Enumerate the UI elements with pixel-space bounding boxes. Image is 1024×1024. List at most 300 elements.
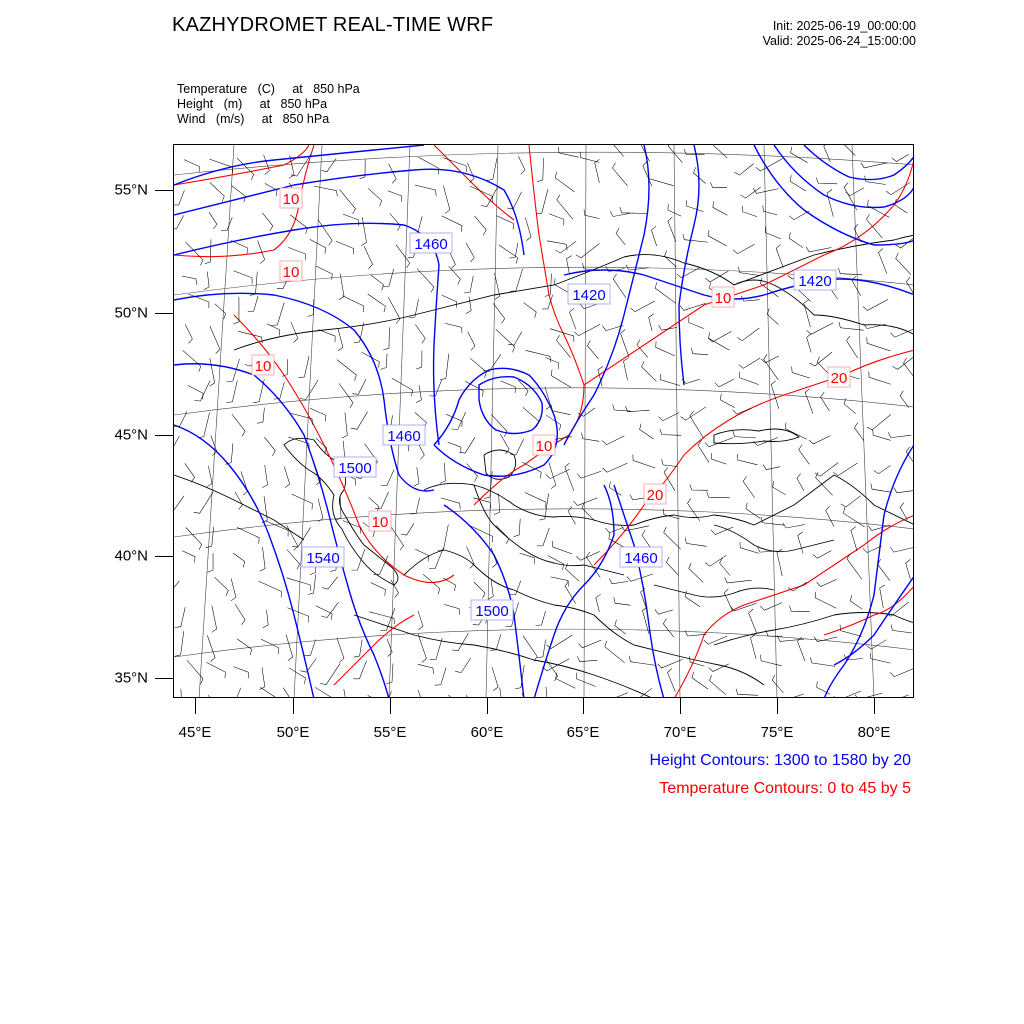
wind-barb: [789, 232, 803, 248]
wind-barb: [705, 271, 728, 282]
wind-barb: [847, 336, 858, 358]
wind-barb: [890, 547, 914, 552]
temp-label-10-east: [712, 287, 734, 307]
wind-barb: [900, 503, 907, 520]
wind-barb: [826, 506, 834, 527]
wind-barb: [733, 431, 756, 438]
wind-barb: [174, 216, 184, 230]
wind-barb: [417, 269, 434, 293]
wind-barb: [468, 332, 475, 351]
wind-barb: [257, 408, 264, 424]
wind-barb: [415, 185, 436, 196]
wind-barb: [509, 243, 518, 259]
wind-barb: [174, 581, 179, 595]
border-caucasus: [174, 475, 304, 540]
wind-barb: [633, 454, 656, 468]
wind-barb: [613, 404, 631, 411]
lat-tick: [155, 678, 173, 679]
wind-barb: [737, 328, 759, 341]
wind-barb: [582, 433, 600, 442]
wind-barb: [833, 463, 857, 476]
wind-barb: [381, 608, 396, 631]
wind-barb: [710, 145, 727, 158]
wind-barb: [524, 303, 537, 318]
wind-barb: [792, 367, 810, 379]
svg-text:10: 10: [254, 358, 272, 375]
wind-barb: [337, 638, 344, 663]
wind-barb: [368, 188, 382, 206]
wind-barb: [441, 498, 460, 509]
wind-barb: [557, 335, 571, 358]
wind-barb: [474, 582, 485, 599]
wind-barbs: [174, 145, 914, 698]
wind-barb: [237, 158, 254, 180]
wind-barb: [288, 247, 305, 260]
wind-barb: [351, 412, 367, 430]
wind-barb: [734, 164, 753, 176]
wind-barb: [648, 173, 673, 186]
wind-barb: [655, 609, 673, 614]
wind-barb: [720, 558, 731, 576]
grid-lon-line: [584, 145, 586, 698]
wind-barb: [666, 557, 678, 575]
wind-barb: [668, 145, 682, 163]
wind-barb: [501, 381, 516, 393]
wind-barb: [342, 296, 363, 312]
wind-barb: [570, 308, 576, 329]
temperature-contour: [474, 145, 584, 505]
grid-lat-line: [174, 629, 914, 657]
wind-barb: [815, 463, 838, 477]
wind-barb: [838, 268, 862, 275]
wind-barb: [508, 332, 522, 345]
wind-barb: [658, 659, 683, 668]
wind-barb: [543, 687, 548, 698]
height-contour: [754, 145, 914, 245]
wind-barb: [361, 217, 366, 245]
lon-tick: [583, 698, 584, 714]
lat-tick: [155, 313, 173, 314]
wind-barb: [174, 496, 184, 512]
wind-barb: [708, 331, 731, 342]
time-info: [763, 19, 916, 49]
chart-title: KAZHYDROMET REAL-TIME WRF: [172, 14, 494, 36]
wind-barb: [711, 453, 726, 464]
wind-barb: [660, 374, 680, 386]
wind-barb: [733, 244, 755, 253]
wind-barb: [322, 577, 338, 590]
wind-barb: [739, 358, 760, 368]
wind-barb: [335, 498, 341, 521]
field-descriptions: [177, 82, 360, 127]
lon-label-50e: 50°E: [276, 724, 310, 741]
wind-barb: [705, 438, 733, 447]
wind-barb: [629, 656, 656, 666]
wind-barb: [227, 380, 238, 402]
temperature-contour: [434, 145, 514, 220]
wind-barb: [368, 695, 388, 698]
wind-barb: [174, 436, 179, 448]
wind-barb: [466, 297, 471, 314]
wind-barb: [574, 498, 598, 506]
wind-barb: [321, 158, 336, 171]
wind-barb: [526, 350, 551, 362]
temperature-contour: [334, 615, 414, 685]
wind-barb: [418, 634, 426, 662]
graticule: [174, 145, 914, 698]
wind-barb: [577, 471, 601, 478]
wind-barb: [690, 411, 704, 438]
temp-label-10-nw: [280, 188, 302, 208]
temperature-contour: [824, 585, 914, 635]
wind-barb: [491, 414, 507, 436]
wind-barb: [596, 594, 601, 612]
wind-barb: [260, 667, 265, 689]
wind-barb: [445, 323, 462, 333]
wind-barb: [720, 394, 734, 408]
wind-barb: [708, 230, 727, 246]
wind-barb: [546, 415, 561, 430]
lon-tick: [293, 698, 294, 714]
wind-barb: [610, 211, 630, 216]
wind-barb: [621, 330, 630, 358]
wind-barb: [798, 532, 803, 554]
wind-barb: [221, 217, 232, 230]
wind-barb: [175, 631, 184, 656]
wind-barb: [710, 182, 727, 188]
wind-barb: [568, 507, 575, 525]
wind-barb: [616, 228, 625, 245]
wind-barb: [475, 216, 487, 235]
wind-barb: [466, 243, 474, 262]
wind-barb: [605, 641, 625, 663]
border-kyrgyzstan: [714, 525, 834, 552]
wind-barb: [537, 528, 549, 546]
wind-barb: [210, 183, 224, 202]
wind-barb: [788, 582, 807, 591]
wind-barb: [342, 413, 347, 439]
wind-barb: [740, 542, 759, 554]
wind-barb: [868, 525, 890, 531]
wind-barb: [338, 328, 343, 351]
wind-barb: [418, 664, 434, 674]
wind-barb: [228, 688, 240, 698]
svg-text:1420: 1420: [572, 287, 606, 304]
lat-label-45n: 45°N: [114, 426, 148, 444]
wind-barb: [549, 214, 564, 226]
weather-map: [174, 145, 914, 698]
wind-barb: [248, 296, 258, 312]
wind-barb: [466, 695, 477, 698]
temp-label-10-caspian: [369, 511, 391, 531]
height-label-1460-south: [620, 547, 662, 567]
wind-barb: [685, 538, 707, 547]
wind-barb: [609, 579, 628, 584]
wind-barb: [841, 496, 861, 507]
wind-barb: [375, 492, 389, 509]
wind-barb: [546, 358, 559, 370]
lon-tick: [390, 698, 391, 714]
wind-barb: [381, 353, 388, 369]
wind-barb: [210, 326, 220, 353]
wind-barb: [232, 414, 245, 436]
wind-barb: [233, 667, 248, 679]
wind-barb: [315, 687, 337, 698]
wind-barb: [705, 555, 727, 566]
wind-barb: [689, 563, 703, 582]
wind-barb: [624, 358, 629, 380]
wind-barb: [449, 695, 465, 698]
wind-barb: [587, 341, 598, 359]
wind-barb: [690, 484, 709, 490]
wind-barb: [810, 352, 832, 366]
wind-barb: [537, 158, 543, 182]
grid-lon-line: [674, 145, 680, 698]
wind-barb: [868, 200, 890, 218]
wind-barb: [742, 206, 757, 217]
wind-barb: [844, 507, 865, 527]
wind-barb: [188, 386, 203, 400]
wind-barb: [681, 407, 707, 420]
lon-label-75e: 75°E: [760, 724, 794, 741]
wind-barb: [292, 527, 311, 547]
wind-barb: [494, 493, 500, 514]
wind-barb: [595, 159, 600, 183]
wind-barb: [584, 209, 600, 218]
wind-barb: [389, 525, 403, 551]
height-label-1460-caspian: [383, 425, 425, 445]
wind-barb: [799, 445, 810, 465]
wind-barb: [419, 157, 439, 174]
wind-barb: [383, 269, 394, 287]
wind-barb: [514, 519, 521, 537]
wind-barb: [429, 380, 441, 396]
wind-barb: [371, 583, 386, 596]
wind-barb: [414, 467, 419, 486]
wind-barb: [863, 299, 888, 310]
wind-barb: [867, 640, 887, 649]
grid-lat-line: [174, 509, 914, 537]
wind-barb: [804, 300, 811, 327]
wind-barb: [339, 383, 353, 407]
wind-barb: [206, 662, 225, 678]
wind-barb: [763, 205, 777, 215]
wind-barb: [642, 361, 657, 381]
lake-balkhash-outline: [714, 429, 799, 444]
border-china: [834, 475, 914, 525]
wind-barb: [662, 459, 678, 466]
wind-barb: [682, 379, 700, 384]
wind-barb: [464, 276, 473, 293]
wind-barb: [237, 639, 252, 655]
wind-barb: [340, 189, 356, 214]
wind-barb: [651, 226, 656, 246]
wind-barb: [488, 580, 493, 599]
wind-barb: [582, 263, 599, 270]
wind-barb: [174, 190, 184, 205]
wind-barb: [493, 303, 504, 323]
wind-barb: [185, 325, 192, 344]
wind-barb: [459, 437, 475, 453]
lon-label-55e: 55°E: [373, 724, 407, 741]
temp-label-20-east: [828, 367, 850, 387]
wind-barb: [443, 186, 450, 214]
wind-barb: [287, 578, 311, 591]
wind-barb: [194, 381, 210, 401]
lon-tick: [874, 698, 875, 714]
wind-barb: [576, 244, 600, 258]
wind-barb: [547, 241, 567, 250]
wind-barb: [369, 497, 379, 512]
wind-barb: [692, 672, 708, 689]
wind-barb: [455, 658, 470, 673]
wind-barb: [665, 251, 677, 267]
height-label-1500-west: [334, 457, 376, 477]
grid-lon-line: [764, 145, 777, 698]
wind-barb: [867, 214, 883, 238]
wind-barb: [817, 579, 837, 586]
wind-barb: [318, 220, 332, 246]
wind-barb: [389, 164, 397, 183]
wind-barb: [260, 547, 265, 571]
lon-label-45e: 45°E: [178, 724, 212, 741]
wind-barb: [341, 689, 346, 698]
wind-barb: [305, 640, 316, 656]
svg-text:1500: 1500: [475, 603, 509, 620]
lat-tick: [155, 435, 173, 436]
grid-lon-line: [199, 145, 234, 698]
wind-barb: [764, 354, 779, 380]
wind-barb: [316, 606, 332, 620]
svg-text:1460: 1460: [387, 428, 421, 445]
wind-barb: [264, 437, 275, 456]
wind-barb: [630, 301, 655, 312]
wind-barb: [851, 527, 857, 551]
wind-barb: [237, 527, 259, 543]
wind-barb: [555, 172, 574, 192]
wind-barb: [183, 350, 201, 372]
svg-text:10: 10: [282, 264, 300, 281]
wind-barb: [740, 372, 759, 385]
wind-barb: [615, 620, 626, 635]
wind-barb: [578, 640, 601, 648]
wind-barb: [715, 379, 734, 387]
wind-barb: [649, 314, 654, 331]
svg-text:1500: 1500: [338, 460, 372, 477]
wind-barb: [440, 463, 446, 484]
init-time: Init: 2025-06-19_00:00:00: [772, 19, 916, 33]
wind-barb: [286, 634, 293, 660]
wind-barb: [894, 488, 914, 493]
wind-barb: [470, 358, 486, 377]
wind-barb: [687, 200, 704, 212]
wind-barb: [233, 553, 245, 567]
height-contour: [679, 145, 699, 385]
wind-barb: [176, 689, 182, 698]
wind-barb: [205, 239, 211, 264]
wind-barb: [498, 688, 503, 698]
wind-barb: [416, 385, 421, 403]
wind-barb: [602, 436, 624, 445]
wind-barb: [806, 247, 831, 252]
wind-barb: [580, 152, 599, 163]
lon-label-65e: 65°E: [566, 724, 600, 741]
height-contour: [174, 364, 389, 698]
wind-barb: [210, 358, 215, 386]
wind-barb: [231, 241, 247, 254]
wind-barb: [310, 239, 326, 253]
wind-barb: [290, 215, 307, 234]
wind-barb: [259, 581, 282, 597]
wind-barb: [900, 391, 909, 408]
lon-tick: [680, 698, 681, 714]
wind-barb: [231, 578, 236, 600]
wind-barb: [390, 214, 401, 231]
wind-barb: [878, 559, 890, 581]
wind-barb: [850, 595, 862, 609]
wind-barb: [777, 694, 804, 698]
wind-barb: [725, 578, 752, 583]
wind-barb: [565, 463, 574, 491]
field-wind: Wind (m/s) at 850 hPa: [177, 112, 330, 126]
wind-barb: [418, 611, 423, 630]
wind-barb: [880, 585, 885, 608]
lon-label-60e: 60°E: [470, 724, 504, 741]
wind-barb: [415, 325, 425, 344]
wind-barb: [827, 190, 833, 217]
wind-barb: [371, 275, 384, 291]
wind-barb: [871, 483, 891, 492]
wind-barb: [839, 145, 855, 156]
wind-barb: [886, 182, 910, 194]
field-temperature: Temperature (C) at 850 hPa: [177, 82, 360, 96]
wind-barb: [271, 303, 284, 326]
wind-barb: [890, 668, 914, 677]
wind-barb: [749, 609, 757, 634]
wind-barb: [553, 541, 573, 554]
wind-barb: [292, 494, 313, 509]
wind-barb: [284, 466, 290, 487]
wind-barb: [797, 474, 804, 491]
wind-barb: [339, 274, 344, 300]
temperature-contour-legend: Temperature Contours: 0 to 45 by 5: [659, 780, 911, 797]
temp-label-10-sw: [252, 355, 274, 375]
wind-barb: [640, 424, 654, 439]
wind-barb: [556, 673, 576, 689]
wind-barb: [658, 413, 679, 421]
wind-barb: [891, 625, 912, 634]
height-label-1540: [302, 547, 344, 567]
wind-barb: [869, 371, 891, 384]
wind-barb: [574, 324, 600, 336]
wind-barb: [767, 309, 778, 325]
wind-barb: [620, 207, 648, 213]
wind-barb: [614, 597, 631, 605]
wind-barb: [416, 351, 422, 370]
wind-barb: [847, 554, 862, 580]
wind-barb: [704, 636, 728, 644]
svg-text:10: 10: [282, 191, 300, 208]
wind-barb: [810, 657, 835, 666]
temperature-contour: [594, 350, 914, 565]
lon-tick: [487, 698, 488, 714]
wind-barb: [207, 466, 212, 487]
map-panel: [173, 144, 914, 698]
wind-barb: [863, 546, 882, 553]
wind-barb: [401, 523, 414, 535]
wind-barb: [746, 503, 760, 519]
wind-barb: [557, 195, 573, 220]
